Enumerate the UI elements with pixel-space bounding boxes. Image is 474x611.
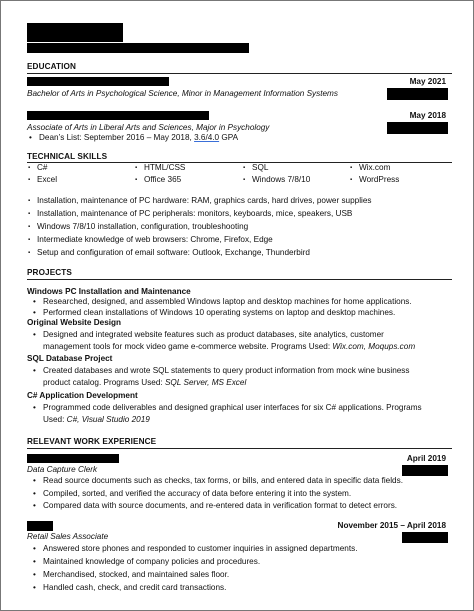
project-bullet-text: management tools for mock video game e-commerce website. Programs Used: — [43, 342, 333, 351]
square-bullet-icon: ▪ — [28, 237, 31, 243]
skill-bullet: Windows 7/8/10 installation, configuration, troubleshooting — [37, 222, 249, 231]
project-bullet-text: Created databases and wrote SQL statements to query product information from mock wine business — [43, 366, 410, 375]
project-title: Windows PC Installation and Maintenance — [27, 287, 191, 296]
skill-item: Wix.com — [359, 163, 391, 172]
bullet-icon: • — [33, 308, 36, 317]
bullet-icon: • — [33, 403, 36, 412]
bullet-icon: • — [33, 570, 36, 579]
redacted-employer-2 — [27, 521, 53, 531]
job-bullet — [33, 501, 398, 511]
skill-item: HTML/CSS — [144, 163, 186, 172]
square-bullet-icon: ▪ — [28, 250, 31, 256]
redacted-contact — [27, 43, 249, 53]
project-bullet-text: Programmed code deliverables and designed graphical user interfaces for six C# applications. Programs — [43, 403, 422, 412]
programs-used: SQL Server, MS Excel — [164, 378, 247, 387]
deans-list-item — [29, 133, 239, 143]
square-bullet-icon: ▪ — [135, 177, 138, 183]
job-bullet — [33, 544, 358, 554]
bullet-icon: • — [33, 297, 36, 306]
redacted-job-location-2 — [402, 532, 448, 543]
gpa-value: 3.6/4.0 — [194, 133, 220, 142]
redacted-school-2 — [27, 111, 209, 120]
skill-bullet: Intermediate knowledge of web browsers: Chrome, Firefox, Edge — [37, 235, 273, 244]
job-bullet-text: Compiled, sorted, and verified the accuracy of data before entering it into the system. — [43, 489, 352, 498]
skill-bullet: Installation, maintenance of PC peripherals: monitors, keyboards, mice, speakers, USB — [37, 209, 353, 218]
bullet-icon: • — [33, 489, 36, 498]
projects-divider — [27, 279, 452, 280]
project-bullet-text: Used: — [43, 415, 67, 424]
work-divider — [27, 448, 452, 449]
bullet-icon: • — [33, 476, 36, 485]
job-bullet-text: Answered store phones and responded to customer inquiries in assigned departments. — [43, 544, 358, 553]
project-bullet — [33, 330, 384, 340]
skill-item: SQL — [252, 163, 269, 172]
job-title-2: Retail Sales Associate — [27, 532, 109, 541]
square-bullet-icon: ▪ — [28, 165, 31, 171]
skill-item: Excel — [37, 175, 58, 184]
square-bullet-icon: ▪ — [135, 165, 138, 171]
project-bullet-text: Performed clean installations of Windows 10 operating systems on laptop and desktop machines. — [43, 308, 396, 317]
project-bullet-text: Researched, designed, and assembled Windows laptop and desktop machines for home applications. — [43, 297, 412, 306]
skill-bullet: Setup and configuration of email software: Outlook, Exchange, Thunderbird — [37, 248, 310, 257]
job-bullet — [33, 489, 352, 499]
square-bullet-icon: ▪ — [28, 211, 31, 217]
skills-heading: TECHNICAL SKILLS — [27, 152, 108, 161]
square-bullet-icon: ▪ — [243, 165, 246, 171]
project-bullet — [33, 366, 410, 376]
project-bullet — [33, 297, 412, 307]
project-bullet-text: product catalog. Programs Used: — [43, 378, 165, 387]
square-bullet-icon: ▪ — [28, 198, 31, 204]
bullet-icon: • — [33, 557, 36, 566]
job-title-1: Data Capture Clerk — [27, 465, 98, 474]
redacted-employer-1 — [27, 454, 119, 463]
projects-heading: PROJECTS — [27, 268, 72, 277]
job-bullet-text: Handled cash, check, and credit card transactions. — [43, 583, 227, 592]
job-bullet — [33, 583, 227, 593]
project-title: C# Application Development — [27, 391, 138, 400]
bullet-icon: • — [33, 330, 36, 339]
project-title: Original Website Design — [27, 318, 122, 327]
redacted-name — [27, 23, 123, 42]
job-bullet — [33, 557, 261, 567]
skill-item: C# — [37, 163, 48, 172]
job-bullet — [33, 570, 230, 580]
skill-item: WordPress — [359, 175, 400, 184]
project-title: SQL Database Project — [27, 354, 113, 363]
project-bullet-cont — [43, 342, 415, 352]
job-bullet-text: Compared data with source documents, and re-entered data in verification format to detect errors. — [43, 501, 398, 510]
job-bullet-text: Maintained knowledge of company policies and procedures. — [43, 557, 261, 566]
redacted-job-location-1 — [402, 465, 448, 476]
programs-used: Wix.com, Moqups.com — [332, 342, 416, 351]
project-bullet-cont — [43, 378, 246, 388]
skill-item: Windows 7/8/10 — [252, 175, 311, 184]
square-bullet-icon: ▪ — [350, 177, 353, 183]
education-divider — [27, 73, 452, 74]
square-bullet-icon: ▪ — [243, 177, 246, 183]
project-bullet-cont — [43, 415, 150, 425]
deans-list-text: Dean’s List: September 2016 – May 2018, — [39, 133, 195, 142]
programs-used: C#, Visual Studio 2019 — [66, 415, 150, 424]
project-bullet — [33, 403, 422, 413]
job-bullet-text: Read source documents such as checks, tax forms, or bills, and entered data in specific data fields. — [43, 476, 403, 485]
redacted-school-1 — [27, 77, 169, 86]
bullet-icon: • — [33, 501, 36, 510]
project-bullet-text: Designed and integrated website features such as product databases, site analytics, customer — [43, 330, 384, 339]
job-bullet — [33, 476, 403, 486]
skill-item: Office 365 — [144, 175, 182, 184]
redacted-location-2 — [387, 122, 448, 134]
job-bullet-text: Merchandised, stocked, and maintained sales floor. — [43, 570, 230, 579]
education-heading: EDUCATION — [27, 62, 76, 71]
job-date-1: April 2019 — [406, 454, 446, 463]
bullet-icon: • — [29, 133, 32, 142]
gpa-suffix: GPA — [219, 133, 239, 142]
education-date-2: May 2018 — [409, 111, 446, 120]
skill-bullet: Installation, maintenance of PC hardware: RAM, graphics cards, hard drives, power supplies — [37, 196, 372, 205]
education-degree-1: Bachelor of Arts in Psychological Science, Minor in Management Information Systems — [27, 89, 338, 98]
education-degree-2: Associate of Arts in Liberal Arts and Sciences, Major in Psychology — [27, 123, 270, 132]
bullet-icon: • — [33, 583, 36, 592]
square-bullet-icon: ▪ — [28, 224, 31, 230]
bullet-icon: • — [33, 544, 36, 553]
project-bullet — [33, 308, 396, 318]
bullet-icon: • — [33, 366, 36, 375]
redacted-location-1 — [387, 88, 448, 100]
work-heading: RELEVANT WORK EXPERIENCE — [27, 437, 157, 446]
education-date-1: May 2021 — [409, 77, 446, 86]
job-date-2: November 2015 – April 2018 — [337, 521, 446, 530]
square-bullet-icon: ▪ — [350, 165, 353, 171]
square-bullet-icon: ▪ — [28, 177, 31, 183]
